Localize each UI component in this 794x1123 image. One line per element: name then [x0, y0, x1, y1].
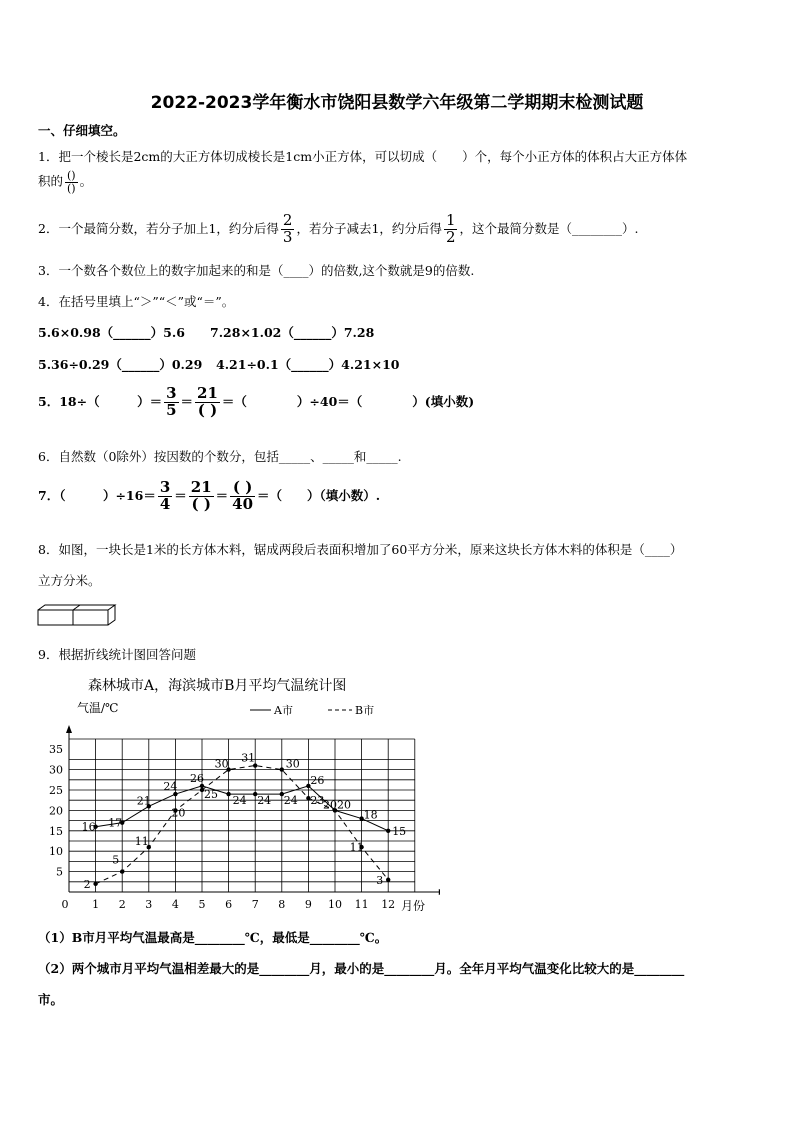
series-line-b [96, 766, 389, 884]
data-label-b: 30 [214, 757, 229, 771]
fraction-denominator: 5 [166, 400, 177, 419]
legend-label-a: A市 [274, 704, 293, 717]
y-axis-label: 气温/℃ [77, 701, 119, 715]
y-axis-arrow [66, 725, 72, 733]
data-label-b: 23 [310, 794, 325, 808]
x-axis-label: 月份 [401, 899, 426, 913]
fraction-numerator: 3 [166, 384, 177, 402]
chart-series [82, 752, 407, 891]
data-label-a: 26 [190, 771, 204, 785]
question-8-line-2: 立方分米。 [38, 573, 101, 588]
question-8-line-1: 8．如图，一块长是1米的长方体木料，锯成两段后表面积增加了60平方分米，原来这块长方体木料的体积是（____） [38, 542, 683, 557]
x-tick-label: 10 [328, 898, 342, 911]
data-label-b: 31 [241, 751, 256, 765]
question-3: 3．一个数各个数位上的数字加起来的和是（____）的倍数,这个数就是9的倍数. [38, 263, 475, 278]
x-tick-label: 11 [354, 898, 369, 911]
x-tick-label: 9 [304, 898, 312, 911]
chart-legend [250, 704, 374, 717]
chart-title: 森林城市A，海滨城市B月平均气温统计图 [88, 678, 347, 694]
question-7-fraction-1 [158, 480, 172, 513]
data-label-a: 24 [232, 794, 247, 808]
question-5-fraction-1 [164, 386, 178, 419]
x-tick-label: 7 [251, 898, 259, 911]
fraction-numerator: 1 [445, 211, 456, 229]
question-1-text: 积的 [38, 173, 64, 189]
y-tick-label: 15 [49, 824, 63, 838]
question-9-sub-2-line-2: 市。 [38, 992, 64, 1007]
question-4-intro: 4．在括号里填上“＞”“＜”或“＝”。 [38, 294, 235, 309]
question-4-row-2a: 5.36÷0.29（______）0.29 [38, 357, 203, 372]
fraction-denominator: 4 [159, 494, 171, 513]
equals-sign: ＝ [180, 393, 194, 409]
question-4-row-1b: 7.28×1.02（______）7.28 [210, 325, 375, 340]
line-chart [40, 672, 440, 917]
section-heading: 一、仔细填空。 [38, 123, 126, 138]
x-axis-arrow [439, 889, 440, 895]
question-9-sub-1: （1）B市月平均气温最高是________℃，最低是________℃。 [38, 930, 388, 945]
question-1-line-1: 1．把一个棱长是2cm的大正方体切成棱长是1cm小正方体，可以切成（ ）个，每个小正方体的体积占大正方体体 [38, 149, 688, 164]
question-2-text-c: ，这个最简分数是（________）. [459, 220, 639, 236]
x-tick-label: 6 [225, 898, 233, 911]
data-label-b: 20 [323, 798, 337, 812]
question-5-text-a: 5．18÷（ ）＝ [38, 393, 163, 409]
data-label-b: 11 [134, 835, 149, 849]
x-tick-label: 2 [118, 898, 126, 911]
question-2-fraction-1 [281, 213, 295, 246]
x-tick-label: 12 [381, 898, 396, 911]
data-point-b [120, 869, 124, 873]
fraction-denominator: () [67, 181, 76, 195]
x-tick-label: 1 [92, 898, 100, 911]
y-tick-label: 35 [49, 743, 63, 757]
question-4-row-2b: 4.21÷0.1（______）4.21×10 [216, 357, 400, 372]
data-label-a: 26 [310, 773, 325, 787]
data-label-a: 20 [337, 798, 351, 812]
fraction-numerator: () [67, 169, 76, 182]
x-tick-label: 5 [198, 898, 206, 911]
question-5-fraction-2 [195, 386, 220, 419]
data-label-a: 24 [163, 780, 178, 794]
question-2-text-b: ，若分子减去1，约分后得 [296, 220, 442, 236]
data-label-b: 11 [349, 841, 364, 855]
question-7-fraction-3 [230, 480, 255, 513]
data-label-a: 24 [283, 794, 298, 808]
question-5-text-b: ＝（ ）÷40＝（ ）(填小数) [221, 393, 475, 409]
x-tick-label: 4 [171, 898, 179, 911]
y-tick-label: 20 [49, 804, 63, 818]
fraction-numerator: 3 [159, 478, 171, 496]
equals-sign: ＝ [215, 487, 229, 503]
y-tick-label: 25 [49, 784, 63, 797]
fraction-numerator: 21 [197, 384, 218, 402]
question-2 [38, 213, 638, 246]
fraction-numerator: 21 [190, 478, 212, 496]
x-tick-label: 0 [61, 898, 69, 911]
y-tick-label: 5 [56, 865, 63, 879]
data-label-a: 17 [108, 816, 123, 830]
data-label-b: 20 [171, 806, 186, 820]
question-9-sub-2-line-1: （2）两个城市月平均气温相差最大的是________月，最小的是________月。全年月平均气温变化比较大的是________ [38, 961, 685, 976]
data-point-b [280, 767, 284, 771]
question-7-text-b: ＝（ ）（填小数）. [257, 487, 381, 503]
question-7-fraction-2 [189, 480, 214, 513]
x-tick-label: 8 [278, 898, 286, 911]
question-2-text-a: 2．一个最简分数，若分子加上1，约分后得 [38, 220, 279, 236]
data-label-a: 15 [392, 824, 407, 838]
data-label-b: 30 [285, 757, 300, 771]
question-7 [38, 480, 380, 513]
cuboid-figure [37, 604, 119, 626]
question-6: 6．自然数（0除外）按因数的个数分，包括_____、_____和_____. [38, 449, 402, 464]
data-point-a [386, 829, 390, 833]
fraction-denominator: ( ) [197, 400, 218, 419]
question-4-row-1a: 5.6×0.98（______）5.6 [38, 325, 185, 340]
data-label-a: 24 [257, 794, 272, 808]
question-7-text-a: 7．（ ）÷16＝ [38, 487, 156, 503]
legend-label-b: B市 [355, 704, 375, 717]
fraction-denominator: 2 [445, 227, 456, 246]
fraction-denominator: 3 [282, 227, 293, 246]
fraction-numerator: 2 [282, 211, 293, 229]
y-tick-label: 30 [49, 763, 63, 777]
data-point-a [226, 792, 230, 796]
x-tick-label: 3 [145, 898, 153, 911]
data-label-b: 3 [376, 873, 384, 887]
question-9-intro: 9．根据折线统计图回答问题 [38, 647, 196, 662]
data-label-a: 21 [136, 794, 151, 808]
data-label-a: 18 [363, 808, 378, 822]
equals-sign: ＝ [174, 487, 187, 503]
page-title: 2022-2023学年衡水市饶阳县数学六年级第二学期期末检测试题 [150, 93, 644, 113]
fraction-numerator: ( ) [230, 480, 255, 497]
data-point-b [93, 882, 97, 886]
data-label-b: 5 [112, 853, 120, 867]
data-label-a: 16 [81, 820, 96, 834]
fraction-denominator: 40 [232, 494, 254, 513]
fraction-denominator: ( ) [191, 494, 211, 513]
data-point-b [386, 878, 390, 882]
y-tick-label: 10 [49, 845, 63, 859]
question-2-fraction-2 [444, 213, 458, 246]
question-5 [38, 386, 474, 419]
question-1-end: 。 [79, 173, 93, 189]
question-1-fraction [65, 170, 78, 194]
data-label-b: 2 [83, 877, 91, 891]
question-1-line-2 [38, 170, 92, 194]
data-label-b: 25 [204, 788, 218, 801]
